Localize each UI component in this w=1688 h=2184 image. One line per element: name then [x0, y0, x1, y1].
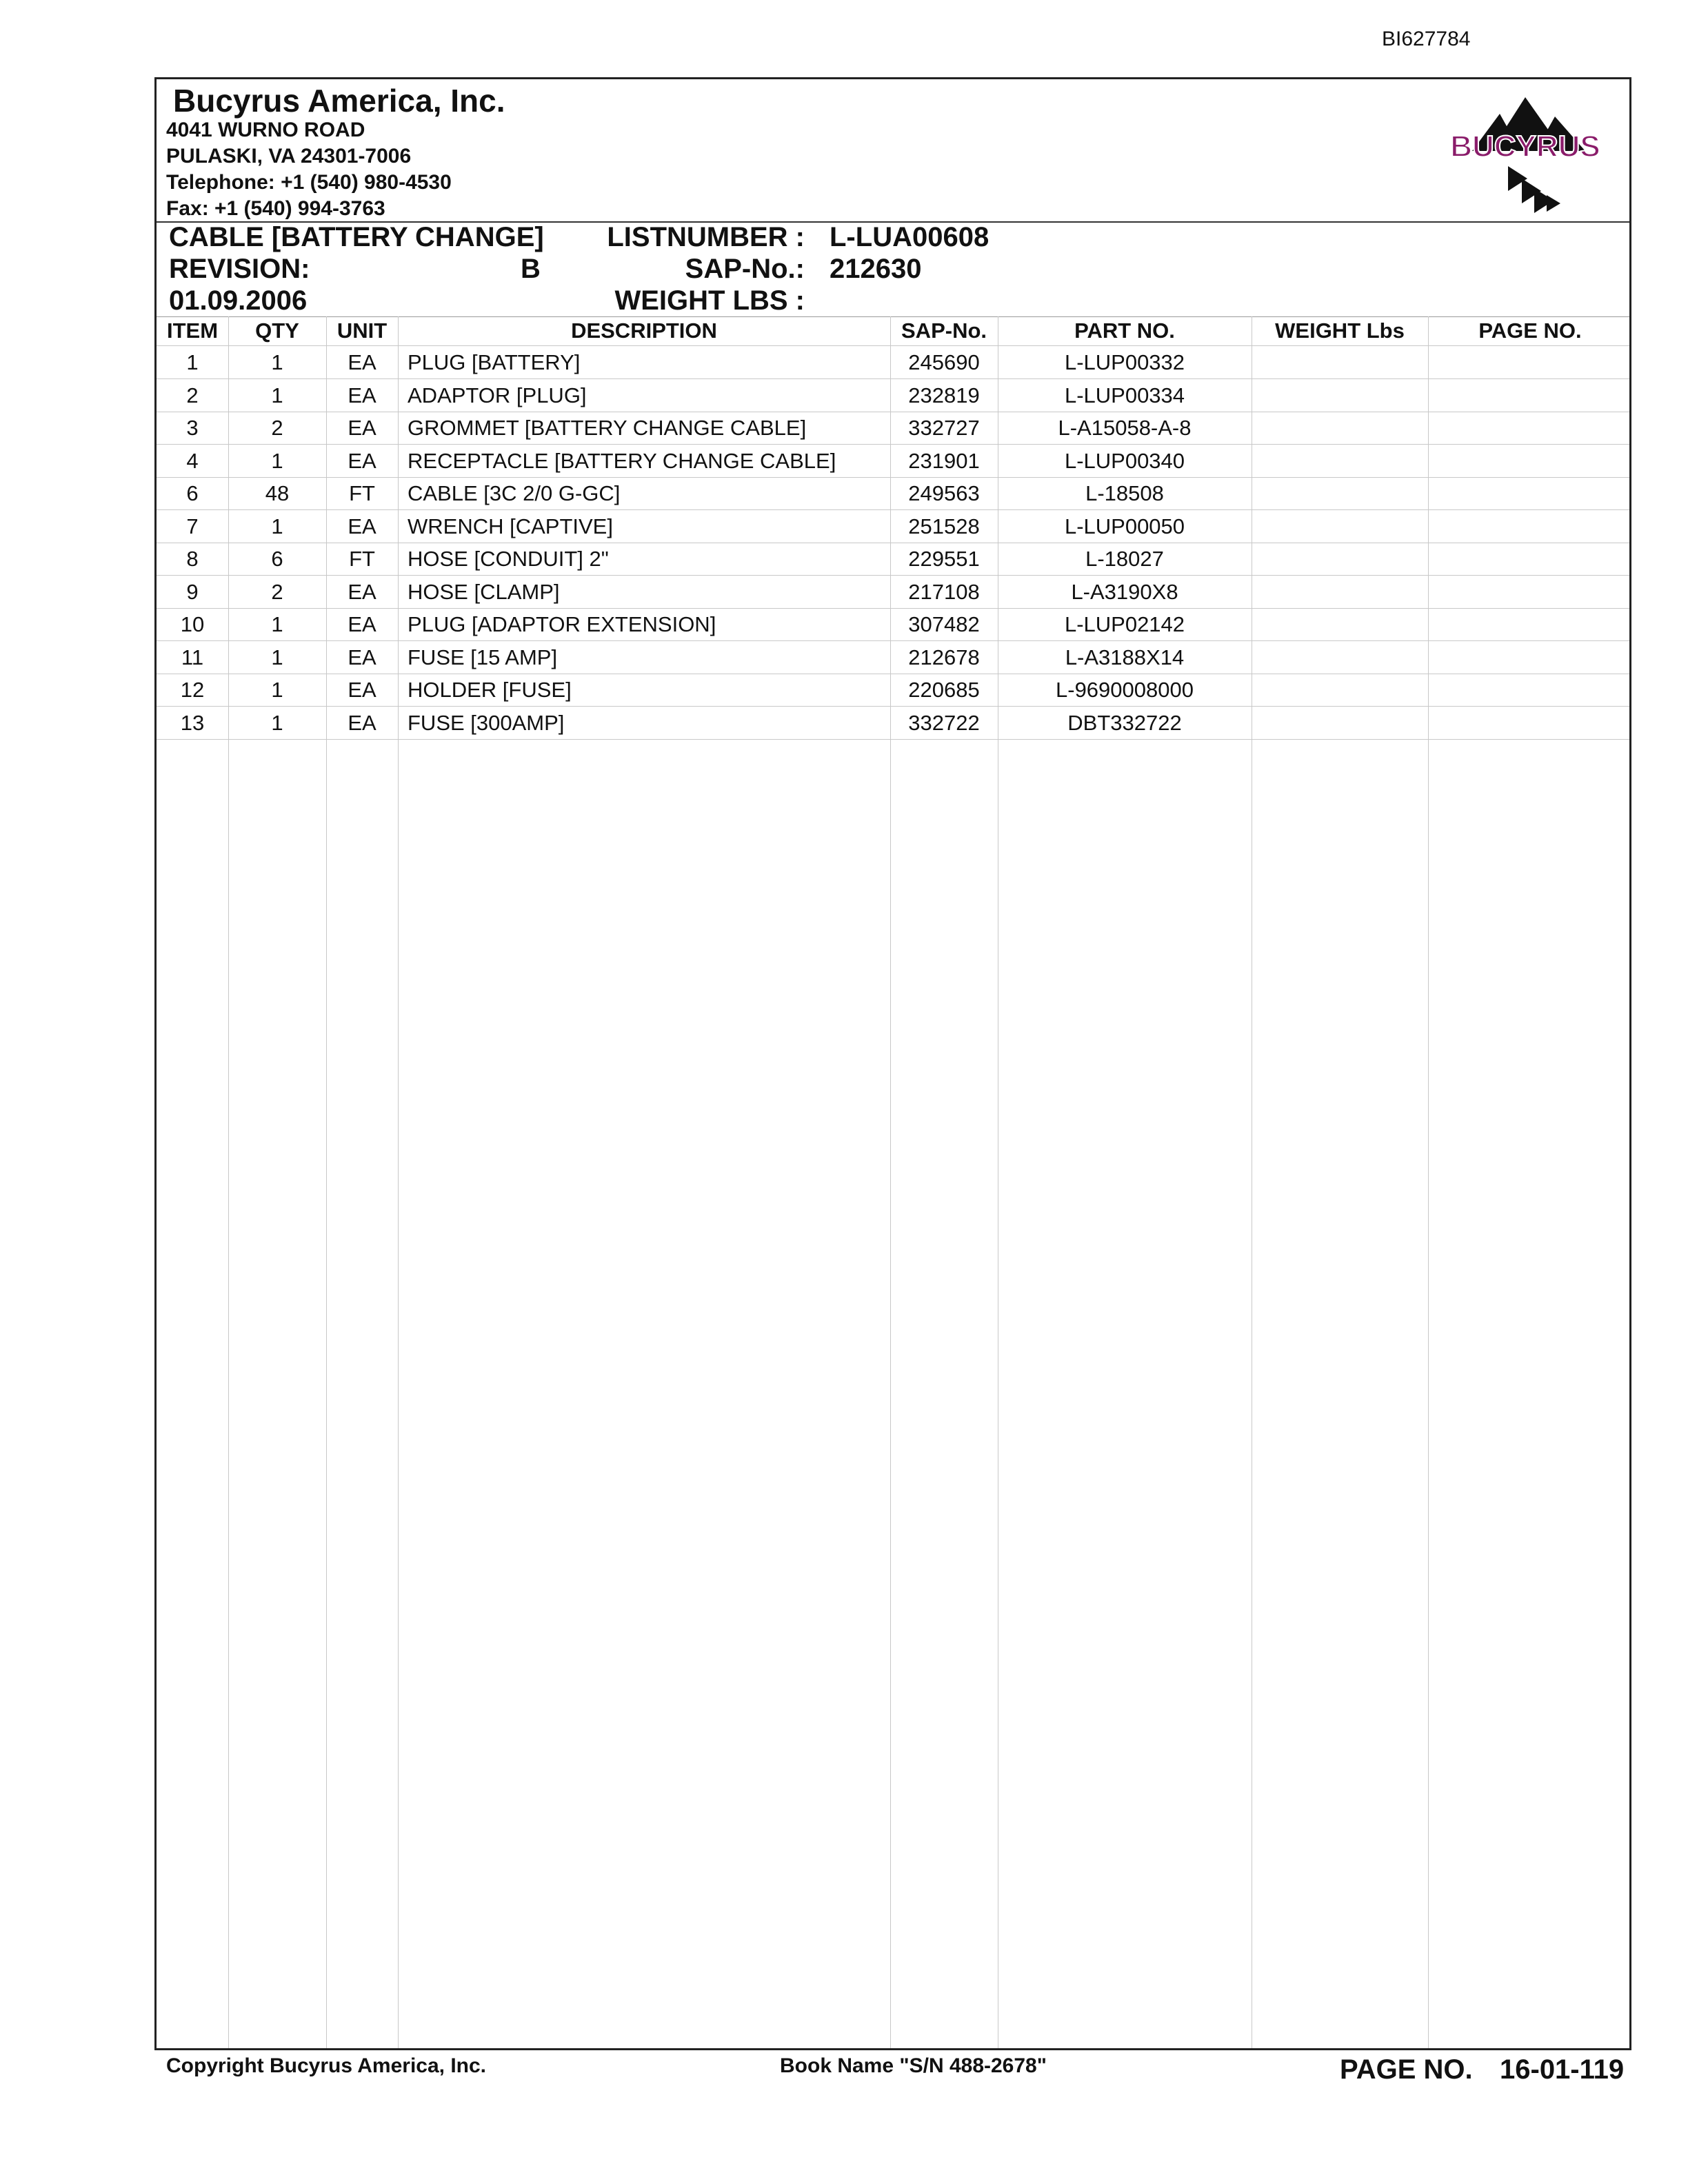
cell-item: 4 — [186, 448, 199, 473]
cell-unit: EA — [348, 612, 376, 636]
cell-item: 9 — [186, 579, 199, 604]
table-row — [157, 346, 1629, 379]
cell-qty: 1 — [271, 350, 283, 374]
cell-part-no: L-LUP00340 — [1064, 448, 1185, 473]
cell-weight — [1252, 412, 1428, 444]
cell-sap-no: 229551 — [908, 547, 980, 571]
table-row — [157, 641, 1629, 674]
address-line-1: 4041 WURNO ROAD — [166, 119, 365, 141]
column-header-description: DESCRIPTION — [571, 318, 717, 343]
cell-qty: 2 — [271, 416, 283, 440]
cell-page-no — [1428, 379, 1632, 412]
revision-value: B — [521, 254, 541, 284]
bucyrus-logo — [1425, 90, 1625, 221]
copyright: Copyright Bucyrus America, Inc. — [166, 2054, 487, 2077]
cell-weight — [1252, 707, 1428, 739]
cell-item: 12 — [180, 678, 205, 702]
cell-qty: 48 — [265, 481, 290, 505]
parts-list-frame — [154, 77, 1631, 2085]
revision-date: 01.09.2006 — [169, 285, 308, 316]
cell-weight — [1252, 379, 1428, 412]
cell-description: CABLE [3C 2/0 G-GC] — [408, 481, 621, 505]
cell-page-no — [1428, 608, 1632, 640]
cell-item: 8 — [186, 547, 199, 571]
cell-part-no: DBT332722 — [1067, 710, 1182, 735]
cell-weight — [1252, 477, 1428, 509]
cell-page-no — [1428, 445, 1632, 477]
cell-part-no: L-18027 — [1085, 547, 1164, 571]
address-line-2: PULASKI, VA 24301-7006 — [166, 145, 412, 168]
cell-page-no — [1428, 543, 1632, 575]
cell-page-no — [1428, 346, 1632, 378]
cell-unit: EA — [348, 678, 376, 702]
cell-page-no — [1428, 641, 1632, 674]
cell-description: PLUG [ADAPTOR EXTENSION] — [408, 612, 716, 636]
cell-weight — [1252, 510, 1428, 543]
cell-weight — [1252, 576, 1428, 608]
cell-description: WRENCH [CAPTIVE] — [408, 514, 613, 538]
cell-weight — [1252, 641, 1428, 674]
cell-description: FUSE [300AMP] — [408, 710, 565, 735]
document-id: BI627784 — [1382, 28, 1471, 50]
cell-page-no — [1428, 477, 1632, 509]
cell-sap-no: 232819 — [908, 383, 980, 407]
cell-sap-no: 212678 — [908, 645, 980, 669]
cell-weight — [1252, 445, 1428, 477]
cell-item: 1 — [186, 350, 199, 374]
cell-page-no — [1428, 510, 1632, 543]
company-name: Bucyrus America, Inc. — [173, 83, 505, 119]
cell-qty: 2 — [271, 579, 283, 604]
table-row — [157, 510, 1629, 543]
cell-qty: 1 — [271, 514, 283, 538]
table-row — [157, 707, 1629, 740]
listnumber-label: LISTNUMBER : — [607, 222, 805, 252]
cell-part-no: L-LUP00050 — [1064, 514, 1185, 538]
cell-qty: 1 — [271, 678, 283, 702]
table-row — [157, 608, 1629, 641]
cell-sap-no: 220685 — [908, 678, 980, 702]
cell-weight — [1252, 608, 1428, 640]
cell-description: PLUG [BATTERY] — [408, 350, 581, 374]
weight-label: WEIGHT LBS : — [614, 285, 805, 316]
cell-qty: 1 — [271, 710, 283, 735]
book-name: Book Name "S/N 488-2678" — [780, 2054, 1047, 2077]
cell-qty: 6 — [271, 547, 283, 571]
cell-part-no: L-18508 — [1085, 481, 1164, 505]
table-row — [157, 445, 1629, 478]
cell-qty: 1 — [271, 645, 283, 669]
table-row — [157, 412, 1629, 445]
table-row — [157, 674, 1629, 707]
table-row — [157, 379, 1629, 412]
cell-description: GROMMET [BATTERY CHANGE CABLE] — [408, 416, 807, 440]
cell-description: HOSE [CONDUIT] 2" — [408, 547, 609, 571]
cell-item: 11 — [181, 645, 204, 669]
cell-weight — [1252, 543, 1428, 575]
cell-unit: EA — [348, 383, 376, 407]
cell-part-no: L-LUP02142 — [1064, 612, 1185, 636]
cell-item: 13 — [180, 710, 205, 735]
cell-sap-no: 249563 — [908, 481, 980, 505]
page-number-label: PAGE NO. — [1340, 2054, 1473, 2085]
table-row — [157, 543, 1629, 576]
cell-weight — [1252, 346, 1428, 378]
sap-label: SAP-No.: — [685, 254, 805, 284]
cell-page-no — [1428, 707, 1632, 739]
logo-text: BUCYRUS — [1450, 130, 1600, 163]
cell-page-no — [1428, 412, 1632, 444]
telephone: Telephone: +1 (540) 980-4530 — [166, 171, 452, 194]
cell-unit: EA — [348, 416, 376, 440]
cell-part-no: L-A3190X8 — [1071, 579, 1178, 604]
cell-qty: 1 — [271, 612, 283, 636]
cell-sap-no: 231901 — [908, 448, 980, 473]
cell-description: FUSE [15 AMP] — [408, 645, 558, 669]
cell-page-no — [1428, 674, 1632, 706]
cell-sap-no: 307482 — [908, 612, 980, 636]
cell-unit: FT — [349, 481, 375, 505]
cell-description: RECEPTACLE [BATTERY CHANGE CABLE] — [408, 448, 836, 473]
column-header-sap-no: SAP-No. — [901, 318, 987, 343]
cell-sap-no: 332722 — [908, 710, 980, 735]
sap-value: 212630 — [830, 254, 922, 284]
cell-weight — [1252, 674, 1428, 706]
cell-unit: EA — [348, 514, 376, 538]
cell-unit: EA — [348, 710, 376, 735]
cell-part-no: L-9690008000 — [1056, 678, 1194, 702]
cell-description: HOLDER [FUSE] — [408, 678, 572, 702]
cell-item: 10 — [180, 612, 205, 636]
cell-unit: EA — [348, 579, 376, 604]
cell-sap-no: 217108 — [908, 579, 980, 604]
cell-page-no — [1428, 576, 1632, 608]
revision-label: REVISION: — [169, 254, 310, 284]
cell-unit: EA — [348, 645, 376, 669]
cell-unit: EA — [348, 448, 376, 473]
cell-item: 3 — [186, 416, 199, 440]
table-row — [157, 477, 1629, 510]
cell-sap-no: 332727 — [908, 416, 980, 440]
column-header-page-no: PAGE NO. — [1478, 318, 1582, 343]
page-number: 16-01-119 — [1500, 2054, 1625, 2085]
cell-unit: EA — [348, 350, 376, 374]
fax: Fax: +1 (540) 994-3763 — [166, 197, 385, 220]
column-header-item: ITEM — [166, 318, 219, 343]
column-header-part-no: PART NO. — [1074, 318, 1175, 343]
cell-unit: FT — [349, 547, 375, 571]
cell-qty: 1 — [271, 383, 283, 407]
cell-description: HOSE [CLAMP] — [408, 579, 560, 604]
cell-qty: 1 — [271, 448, 283, 473]
listnumber-value: L-LUA00608 — [830, 222, 989, 252]
cell-part-no: L-LUP00334 — [1064, 383, 1185, 407]
cell-sap-no: 251528 — [908, 514, 980, 538]
table-row — [157, 576, 1629, 609]
list-title: CABLE [BATTERY CHANGE] — [169, 222, 544, 252]
cell-part-no: L-LUP00332 — [1064, 350, 1185, 374]
cell-item: 7 — [186, 514, 199, 538]
cell-description: ADAPTOR [PLUG] — [408, 383, 587, 407]
cell-item: 2 — [186, 383, 199, 407]
column-header-weight: WEIGHT Lbs — [1275, 318, 1405, 343]
column-header-qty: QTY — [255, 318, 299, 343]
cell-part-no: L-A15058-A-8 — [1058, 416, 1192, 440]
cell-item: 6 — [186, 481, 199, 505]
column-header-unit: UNIT — [336, 318, 388, 343]
cell-sap-no: 245690 — [908, 350, 980, 374]
cell-part-no: L-A3188X14 — [1065, 645, 1185, 669]
